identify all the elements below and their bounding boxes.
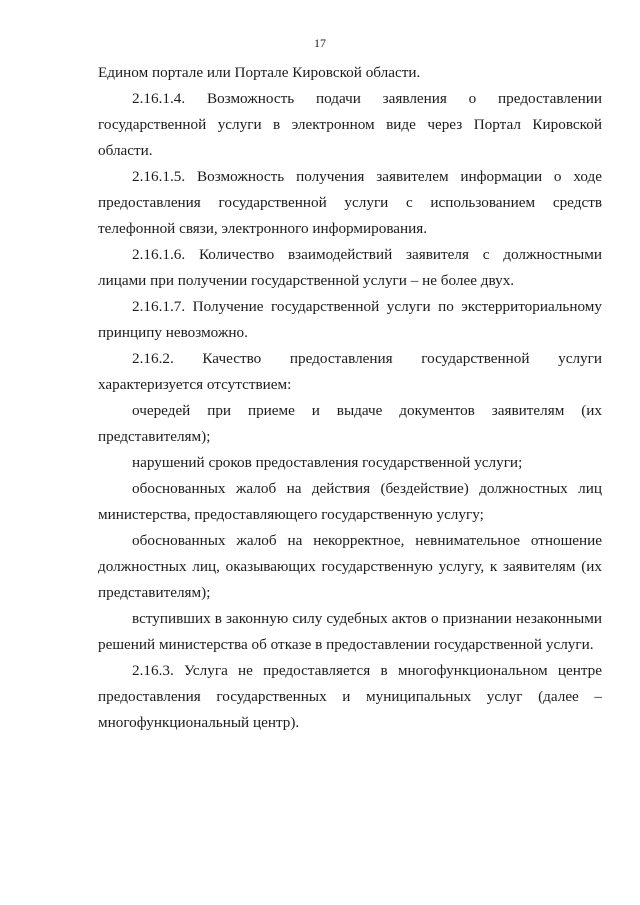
paragraph-2-16-1-4: 2.16.1.4. Возможность подачи заявления о предоставлении государственной услуги в электронном виде через Портал Кировской области. bbox=[98, 90, 602, 159]
list-item-complaints-attitude: обоснованных жалоб на некорректное, невнимательное отношение должностных лиц, оказывающих государственную услугу, к заявителям (их представителям); bbox=[98, 532, 602, 601]
paragraph-2-16-2: 2.16.2. Качество предоставления государственной услуги характеризуется отсутствием: bbox=[98, 350, 602, 393]
paragraph-continuation: Едином портале или Портале Кировской области. bbox=[98, 64, 421, 81]
list-item-queues: очередей при приеме и выдаче документов заявителям (их представителям); bbox=[98, 402, 602, 445]
list-item-deadline-violations: нарушений сроков предоставления государственной услуги; bbox=[132, 454, 523, 471]
document-body bbox=[98, 60, 602, 736]
paragraph-2-16-1-6: 2.16.1.6. Количество взаимодействий заявителя с должностными лицами при получении государственной услуги – не более двух. bbox=[98, 246, 602, 289]
paragraph-2-16-1-7: 2.16.1.7. Получение государственной услуги по экстерриториальному принципу невозможно. bbox=[98, 298, 602, 341]
page-number: 17 bbox=[314, 36, 326, 50]
paragraph-2-16-3: 2.16.3. Услуга не предоставляется в многофункциональном центре предоставления государственных и муниципальных услуг (далее – многофункциональный центр). bbox=[98, 662, 602, 731]
list-item-complaints-actions: обоснованных жалоб на действия (бездействие) должностных лиц министерства, предоставляющего государственную услугу; bbox=[98, 480, 602, 523]
paragraph-2-16-1-5: 2.16.1.5. Возможность получения заявителем информации о ходе предоставления государственной услуги с использованием средств телефонной связи, электронного информирования. bbox=[98, 168, 602, 237]
list-item-court-acts: вступивших в законную силу судебных актов о признании незаконными решений министерства об отказе в предоставлении государственной услуги. bbox=[98, 610, 602, 653]
